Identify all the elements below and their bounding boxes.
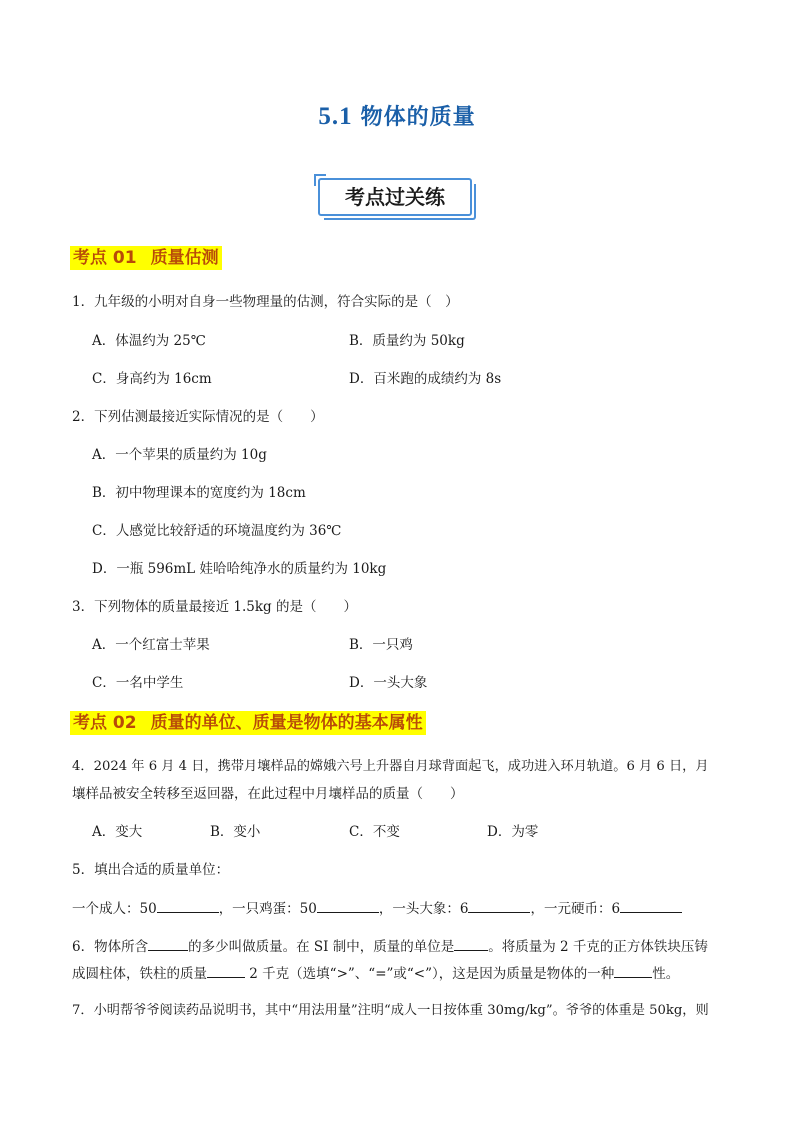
q3-option-a: A．一个红富士苹果 (92, 637, 210, 653)
q4-option-d: D．为零 (487, 824, 539, 840)
q1-option-a: A．体温约为 25℃ (92, 333, 206, 349)
q6-text: 成圆柱体，铁柱的质量 (72, 966, 207, 982)
q1-option-c: C．身高约为 16cm (92, 371, 212, 387)
section-heading-2 (70, 711, 426, 735)
q1-option-b: B．质量约为 50kg (349, 333, 465, 349)
q4-option-b: B．变小 (210, 824, 261, 840)
answer-blank[interactable] (148, 936, 188, 951)
section-heading-1 (70, 246, 222, 270)
question-3-stem: 3．下列物体的质量最接近 1.5kg 的是（ ） (72, 599, 357, 615)
question-4-line-1: 4．2024 年 6 月 4 日，携带月壤样品的嫦娥六号上升器自月球背面起飞，成功进入环月轨道。6 月 6 日，月 (72, 759, 709, 774)
q6-text: 性。 (652, 966, 680, 982)
answer-blank[interactable] (620, 898, 682, 913)
page-title (0, 100, 794, 131)
q3-option-c: C．一名中学生 (92, 675, 184, 691)
q4-option-a: A．变大 (92, 824, 143, 840)
banner-corner (314, 174, 326, 186)
section-title: 质量的单位、质量是物体的基本属性 (150, 713, 423, 733)
blank-prompt: 一个成人：50 (72, 901, 157, 917)
question-6-line-1 (72, 936, 708, 957)
question-7-line-1: 7．小明帮爷爷阅读药品说明书，其中“用法用量”注明“成人一日按体重 30mg/kg”。爷爷的体重是 50kg，则 (72, 1003, 709, 1018)
question-2-stem: 2．下列估测最接近实际情况的是（ ） (72, 409, 324, 425)
q6-text: 。将质量为 2 千克的正方体铁块压铸 (488, 939, 708, 955)
answer-blank[interactable] (207, 963, 245, 978)
title-text: 物体的质量 (360, 105, 476, 130)
q2-option-a: A．一个苹果的质量约为 10g (92, 447, 267, 463)
banner-box (318, 178, 472, 216)
blank-prompt: ，一元硬币：6 (530, 901, 621, 917)
blank-prompt: ，一只鸡蛋：50 (218, 901, 317, 917)
title-number: 5.1 (318, 103, 353, 130)
question-4-line-2: 壤样品被安全转移至返回器，在此过程中月壤样品的质量（ ） (72, 786, 464, 802)
section-title: 质量估测 (150, 248, 219, 268)
q3-option-b: B．一只鸡 (349, 637, 413, 653)
answer-blank[interactable] (157, 898, 219, 913)
q4-option-c: C．不变 (349, 824, 400, 840)
section-label: 考点 01 (73, 248, 137, 268)
question-6-line-2 (72, 963, 679, 984)
answer-blank[interactable] (317, 898, 379, 913)
answer-blank[interactable] (454, 936, 488, 951)
question-1-stem: 1．九年级的小明对自身一些物理量的估测，符合实际的是（ ） (72, 294, 459, 310)
banner (318, 178, 478, 220)
answer-blank[interactable] (614, 963, 652, 978)
blank-prompt: ，一头大象：6 (378, 901, 469, 917)
section-label: 考点 02 (73, 713, 137, 733)
q2-option-d: D．一瓶 596mL 娃哈哈纯净水的质量约为 10kg (92, 561, 387, 577)
banner-text: 考点过关练 (345, 185, 445, 209)
q2-option-b: B．初中物理课本的宽度约为 18cm (92, 485, 306, 501)
q1-option-d: D．百米跑的成绩约为 8s (349, 371, 502, 387)
q6-text: 的多少叫做质量。在 SI 制中，质量的单位是 (188, 939, 455, 955)
q3-option-d: D．一头大象 (349, 675, 428, 691)
answer-blank[interactable] (468, 898, 530, 913)
q6-text: 2 千克（选填“>”、“=”或“<”），这是因为质量是物体的一种 (245, 966, 615, 982)
question-5-stem: 5．填出合适的质量单位： (72, 862, 230, 878)
q2-option-c: C．人感觉比较舒适的环境温度约为 36℃ (92, 523, 342, 539)
question-5-blanks (72, 898, 682, 919)
q6-text: 6．物体所含 (72, 939, 149, 955)
